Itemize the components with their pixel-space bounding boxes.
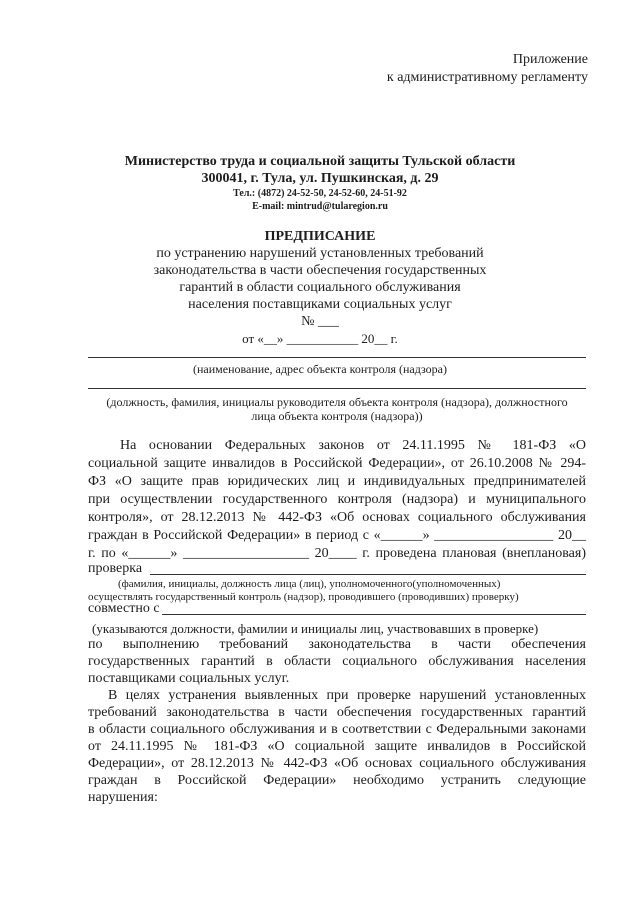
- title-sub-line: гарантий в области социального обслуживания: [179, 280, 461, 295]
- paragraph-line: На основании Федеральных законов от 24.11.1995 № 181-ФЗ «О: [120, 438, 586, 453]
- paragraph-line: государственных гарантий в области социального обслуживания населения: [88, 654, 586, 669]
- position-caption: (должность, фамилия, инициалы руководителя объекта контроля (надзора), должностного: [106, 395, 568, 409]
- paragraph-line: контроля», от 28.12.2013 № 442-ФЗ «Об основах социального обслуживания: [88, 510, 586, 525]
- paragraph-line: по выполнению требований законодательства в части обеспечения: [88, 637, 586, 652]
- ministry-address: 300041, г. Тула, ул. Пушкинская, д. 29: [201, 171, 439, 186]
- paragraph-line: требований законодательства в части обеспечения государственных гарантий: [88, 705, 586, 720]
- paragraph-line: проверка: [88, 561, 143, 576]
- paragraph-line: социальной защите инвалидов в Российской Федерации», от 26.10.2008 № 294-: [88, 456, 586, 471]
- paragraph-line: Федерации», от 28.12.2013 № 442-ФЗ «Об основах социального обслуживания: [88, 756, 586, 771]
- inspector-caption: (фамилия, инициалы, должность лица (лиц), уполномоченного(уполномоченных): [118, 578, 501, 590]
- paragraph-line: В целях устранения выявленных при проверке нарушений установленных: [108, 688, 586, 703]
- document-number: № ___: [301, 314, 339, 329]
- jointly-label: совместно с: [88, 601, 160, 616]
- title-sub-line: населения поставщиками социальных услуг: [188, 297, 452, 312]
- paragraph-line: граждан в Российской Федерации» необходимо устранить следующие: [88, 773, 586, 788]
- ministry-name: Министерство труда и социальной защиты Тульской области: [124, 154, 516, 169]
- object-fill-line: [88, 357, 586, 358]
- paragraph-line: граждан в Российской Федерации» в период с «______» _________________ 20__: [88, 528, 586, 543]
- position-caption-cont: лица объекта контроля (надзора)): [251, 409, 423, 423]
- paragraph-line: от 24.11.1995 № 181-ФЗ «О социальной защите инвалидов в Российской: [88, 739, 586, 754]
- jointly-fill-line: [162, 614, 586, 615]
- paragraph-line: при осуществлении государственного контроля (надзора) и муниципального: [88, 492, 586, 507]
- ministry-email: E-mail: mintrud@tularegion.ru: [252, 201, 388, 212]
- paragraph-line: ФЗ «О защите прав юридических лиц и индивидуальных предпринимателей: [88, 474, 586, 489]
- paragraph-line: поставщиками социальных услуг.: [88, 671, 290, 686]
- paragraph-line: в области социального обслуживания и в соответствии с Федеральными законами: [88, 722, 586, 737]
- object-caption: (наименование, адрес объекта контроля (надзора): [193, 362, 447, 376]
- position-fill-line: [88, 388, 586, 389]
- appendix-title: Приложение: [512, 52, 588, 67]
- ministry-phone: Тел.: (4872) 24-52-50, 24-52-60, 24-51-92: [233, 188, 407, 199]
- document-title: ПРЕДПИСАНИЕ: [264, 229, 376, 244]
- appendix-subtitle: к административному регламенту: [386, 70, 588, 85]
- document-date: от «__» ___________ 20__ г.: [242, 331, 398, 346]
- jointly-caption: (указываются должности, фамилии и инициалы лиц, участвовавших в проверке): [92, 621, 539, 636]
- paragraph-line: г. по «______» __________________ 20____ г. проведена плановая (внеплановая): [88, 546, 586, 561]
- paragraph-line: нарушения:: [88, 790, 158, 805]
- inspector-caption-cont: осуществлять государственный контроль (надзор), проводившего (проводивших) проверку): [88, 591, 519, 603]
- inspector-fill-line: [150, 574, 586, 575]
- title-sub-line: по устранению нарушений установленных требований: [156, 246, 484, 261]
- title-sub-line: законодательства в части обеспечения государственных: [153, 263, 487, 278]
